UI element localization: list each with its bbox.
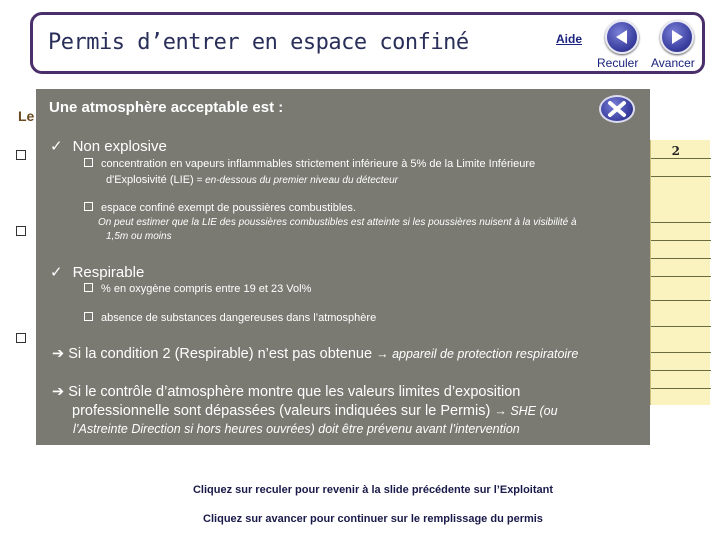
- forward-label: Avancer: [651, 56, 695, 70]
- section-respirable: [50, 263, 144, 281]
- checkbox-icon: [84, 283, 93, 292]
- background-table: [650, 140, 710, 405]
- note-highlight: appareil de protection respiratoire: [392, 347, 579, 361]
- exposure-limit-note-line3: l’Astreinte Direction si hors heures ouvrées) doit être prévenu avant l’intervention: [73, 422, 520, 436]
- forward-arrow-icon: [668, 28, 686, 46]
- forward-button[interactable]: [660, 20, 694, 54]
- checkmark-icon: ✓: [50, 138, 63, 155]
- section-heading: Non explosive: [72, 138, 167, 155]
- exposure-limit-note: [52, 383, 520, 402]
- back-arrow-icon: [613, 28, 631, 46]
- footer-forward-instruction: Cliquez sur avancer pour continuer sur le remplissage du permis: [203, 513, 543, 525]
- item-note: 1,5m ou moins: [106, 231, 172, 242]
- checkbox-icon: [84, 312, 93, 321]
- item-note: = en-dessous du premier niveau du détecteur: [193, 175, 398, 186]
- note-highlight: SHE (ou: [510, 404, 558, 418]
- item-text: d'Explosivité (LIE): [106, 174, 194, 186]
- checkbox-icon: [16, 150, 26, 160]
- checkbox-icon: [16, 226, 26, 236]
- footer-back-instruction: Cliquez sur reculer pour revenir à la slide précédente sur l’Exploitant: [192, 484, 554, 496]
- close-button[interactable]: [599, 95, 635, 123]
- popup-title: Une atmosphère acceptable est :: [49, 99, 284, 116]
- right-arrow-icon: →: [494, 404, 511, 418]
- list-item: [84, 311, 376, 325]
- checkmark-icon: ✓: [50, 264, 63, 281]
- checkbox-icon: [84, 158, 93, 167]
- list-item: [84, 282, 311, 296]
- back-label: Reculer: [597, 56, 639, 70]
- section-non-explosive: [50, 137, 167, 155]
- checkbox-icon: [84, 202, 93, 211]
- list-item: [84, 201, 356, 215]
- right-arrow-icon: ➔: [52, 384, 69, 400]
- item-note: On peut estimer que la LIE des poussières combustibles est atteinte si les poussières nuisent à la visibilité à: [98, 217, 577, 228]
- help-link[interactable]: Aide: [556, 32, 583, 46]
- right-arrow-icon: ➔: [52, 346, 69, 362]
- back-button[interactable]: [605, 20, 639, 54]
- checkbox-icon: [16, 333, 26, 343]
- item-text: espace confiné exempt de poussières combustibles.: [101, 202, 356, 214]
- note-text: professionnelle sont dépassées (valeurs indiquées sur le Permis): [72, 403, 495, 419]
- background-heading: Le: [18, 108, 35, 124]
- note-text: Si le contrôle d’atmosphère montre que les valeurs limites d’exposition: [68, 384, 521, 400]
- table-number: 2: [671, 144, 680, 158]
- close-icon: [607, 100, 627, 118]
- item-text: % en oxygène compris entre 19 et 23 Vol%: [101, 283, 312, 295]
- page-title: Permis d’entrer en espace confiné: [48, 30, 469, 55]
- right-arrow-icon: →: [376, 347, 393, 361]
- note-text: Si la condition 2 (Respirable) n’est pas obtenue: [68, 346, 377, 362]
- respiratory-condition-note: [52, 345, 578, 364]
- list-item: [84, 157, 535, 171]
- exposure-limit-note-line2: [72, 402, 558, 421]
- section-heading: Respirable: [72, 264, 145, 281]
- list-item-continuation: [106, 173, 398, 188]
- info-popup: [36, 89, 650, 445]
- item-text: concentration en vapeurs inflammables strictement inférieure à 5% de la Limite Inférieure: [101, 158, 536, 170]
- item-text: absence de substances dangereuses dans l’atmosphère: [101, 312, 377, 324]
